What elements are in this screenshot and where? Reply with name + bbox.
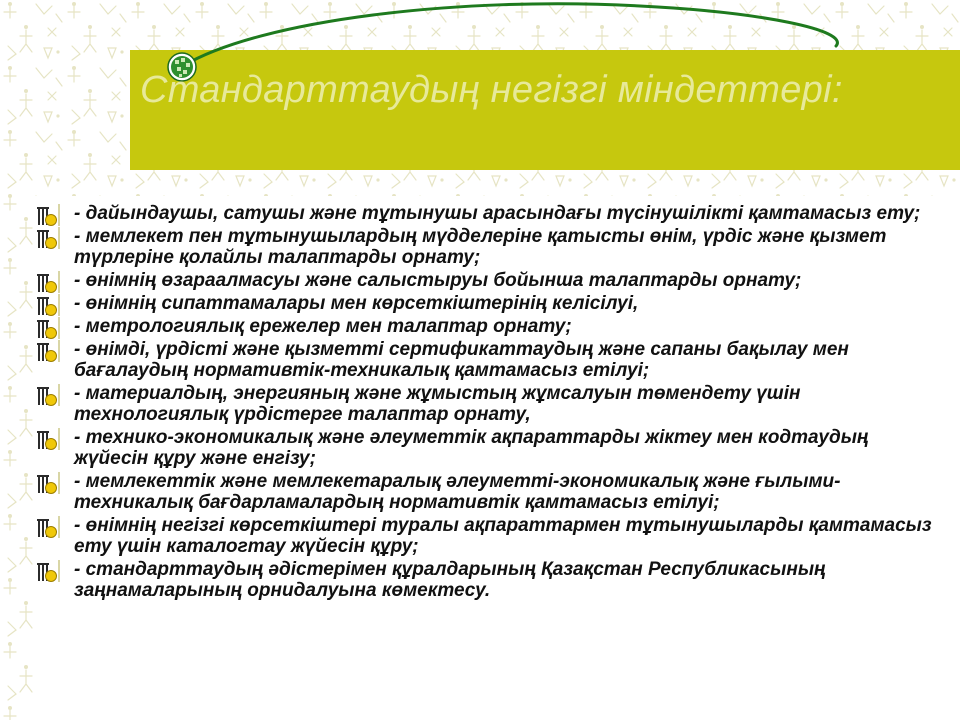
list-item-text: - метрологиялық ережелер мен талаптар орнату; [74,316,572,337]
list-item [36,226,936,268]
list-item [36,559,936,601]
list-item [36,316,936,337]
wicket-ball-icon [36,471,70,495]
bullet-list [36,203,936,601]
list-item [36,203,936,224]
list-item [36,427,936,469]
list-item-text: - мемлекеттік және мемлекетаралық әлеуметті-экономикалық және ғылыми-техникалық бағдарламалардың нормативтік қамтамасыз етілуі; [74,471,841,513]
list-item-text: - материалдың, энергияның және жұмыстың жұмсалуын төмендету үшін технологиялық үрдістерге талаптар орнату, [74,383,801,425]
wicket-ball-icon [36,339,70,363]
list-item [36,270,936,291]
list-item-text: - өнімнің өзараалмасуы және салыстыруы бойынша талаптарды орнату; [74,270,802,291]
slide-title: Стандарттаудың негізгі міндеттері: [140,69,843,111]
list-item [36,293,936,314]
list-item-text: - технико-экономикалық және әлеуметтік ақпараттарды жіктеу мен кодтаудың жүйесін құру және енгізу; [74,427,869,469]
list-item [36,515,936,557]
list-item [36,339,936,381]
list-item-text: - дайындаушы, сатушы және тұтынушы арасындағы түсінушілікті қамтамасыз ету; [74,203,921,224]
wicket-ball-icon [36,293,70,317]
list-item-text: - стандарттаудың әдістерімен құралдарының Қазақстан Республикасының заңнамаларының орнидалуына көмектесу. [74,559,826,601]
wicket-ball-icon [36,316,70,340]
list-item-text: - өнімнің сипаттамалары мен көрсеткіштерінің келісілуі, [74,293,639,314]
list-item-text: - өнімнің негізгі көрсеткіштері туралы ақпараттармен тұтынушыларды қамтамасыз ету үшін каталогтау жүйесін құру; [74,515,932,557]
wicket-ball-icon [36,226,70,250]
wicket-ball-icon [36,383,70,407]
wicket-ball-icon [36,203,70,227]
list-item [36,471,936,513]
wicket-ball-icon [36,559,70,583]
list-item [36,383,936,425]
wicket-ball-icon [36,270,70,294]
wicket-ball-icon [36,427,70,451]
wicket-ball-icon [36,515,70,539]
list-item-text: - мемлекет пен тұтынушылардың мүдделеріне қатысты өнім, үрдіс және қызмет түрлеріне қолайлы талаптарды орнату; [74,226,887,268]
list-item-text: - өнімді, үрдісті және қызметті сертификаттаудың және сапаны бақылау мен бағалаудың нормативтік-техникалық қамтамасыз етілуі; [74,339,849,381]
